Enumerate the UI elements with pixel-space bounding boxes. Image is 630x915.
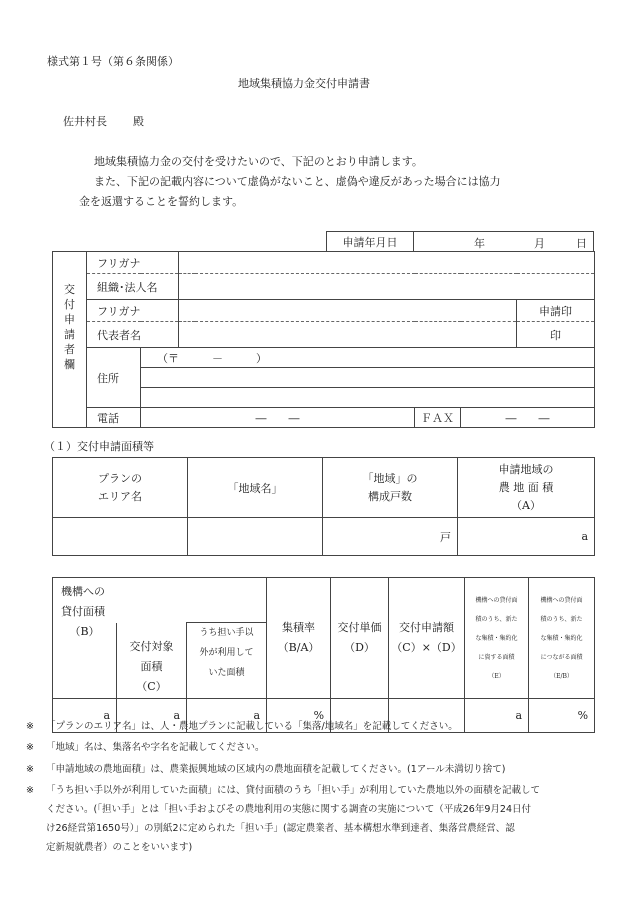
org-name-field[interactable]: [179, 274, 595, 300]
form-number: 様式第１号（第６条関係）: [47, 55, 179, 68]
note-3-text: 「申請地域の農地面積」は、農業振興地域の区域内の農地面積を記載してください。(1アール未満切り捨て): [46, 764, 506, 775]
new-consolidation-ratio-field[interactable]: %: [529, 699, 595, 733]
col-loan-area: [53, 578, 267, 623]
spacer-cell: [117, 623, 187, 637]
col-farmland-l3: （A）: [511, 498, 541, 512]
note-3: [26, 760, 586, 779]
note-1: [26, 717, 586, 736]
representative-label: 代表者名: [87, 322, 179, 348]
fax-label: ＦＡＸ: [415, 408, 461, 428]
side-char: 欄: [64, 358, 75, 371]
date-input[interactable]: [414, 232, 594, 252]
col-plan-area-l1: プランの: [98, 471, 142, 485]
body-line-2: また、下記の記載内容について虚偽がないこと、虚偽や違反があった場合には協力: [94, 175, 501, 188]
note-1-text: 「プランのエリア名」は、人・農地プランに記載している「集落/地域名」を記載してください。: [46, 721, 458, 732]
col9-l1: 機構への貸付面: [540, 596, 583, 604]
body-line-1: 地域集積協力金の交付を受けたいので、下記のとおり申請します。: [94, 155, 423, 168]
target-l2: 面積: [140, 659, 163, 673]
plan-area-field[interactable]: [53, 518, 188, 556]
col-farmland-l1: 申請地域の: [498, 462, 554, 476]
year-label: 年: [474, 237, 485, 250]
representative-field[interactable]: [179, 322, 517, 348]
unit-price-l1: 交付単価: [337, 621, 382, 634]
seal-label: 申請印: [517, 300, 595, 322]
col-target-area: [117, 637, 187, 699]
postal-code-field[interactable]: （〒 － ）: [141, 348, 595, 368]
phone-label: 電話: [87, 408, 141, 428]
target-l3: （C）: [136, 679, 167, 693]
col-households: [323, 458, 458, 518]
col-new-consolidation-area: [465, 578, 529, 699]
application-date-table: [326, 231, 594, 251]
col-non-bearer-area: [187, 627, 267, 699]
farmland-area-field[interactable]: a: [458, 518, 595, 556]
honorific: 殿: [133, 115, 144, 128]
loan-area-l1: 機構への: [61, 585, 105, 598]
furigana-field-2[interactable]: [179, 300, 517, 322]
target-l1: 交付対象: [129, 639, 174, 653]
target-area-field[interactable]: a: [117, 699, 187, 733]
loan-area-b: （B）: [53, 623, 117, 699]
col-unit-price: [331, 578, 389, 699]
note-mark: ※: [26, 721, 34, 732]
address-field-2[interactable]: [141, 388, 595, 408]
col-households-l2: 構成戸数: [368, 489, 412, 503]
col9-l4: につながる面積: [540, 653, 583, 661]
col-new-consolidation-ratio: [529, 578, 595, 699]
day-label: 日: [576, 237, 587, 250]
furigana-field-1[interactable]: [179, 252, 595, 274]
col-plan-area-l2: エリア名: [98, 489, 142, 503]
loan-area-l2: 貸付面積: [61, 605, 105, 618]
col8-l5: （E）: [488, 672, 505, 680]
rate-field[interactable]: %: [267, 699, 331, 733]
phone-field[interactable]: ― ―: [141, 408, 415, 428]
col8-l2: 積のうち、新た: [475, 615, 518, 623]
note-mark: ※: [26, 742, 34, 753]
side-char: 付: [64, 298, 75, 311]
furigana-label-1: フリガナ: [87, 252, 179, 274]
note-4-line-2: ください。(「担い手」とは「担い手およびその農地利用の実態に関する調査の実施について（平成26年9月24日付: [46, 804, 531, 815]
col-region-name: 「地域名」: [188, 458, 323, 518]
note-2-text: 「地域」名は、集落名や字名を記載してください。: [46, 742, 265, 753]
side-char: 申: [64, 313, 75, 326]
loan-area-field[interactable]: a: [53, 699, 117, 733]
note-mark: ※: [26, 785, 34, 796]
org-name-label: 組織･法人名: [87, 274, 179, 300]
seal-box: 印: [517, 322, 595, 348]
col8-l1: 機構への貸付面: [475, 596, 518, 604]
body-line-3: 金を返還することを誓約します。: [79, 195, 244, 208]
applicant-table: [52, 251, 595, 428]
other-l3: いた面積: [208, 667, 245, 678]
address-label: 住所: [87, 348, 141, 408]
col8-l3: な集積・集約化: [475, 634, 518, 642]
amount-l2: （C）×（D）: [391, 641, 462, 654]
col-rate: [267, 578, 331, 699]
region-name-field[interactable]: [188, 518, 323, 556]
side-char: 請: [64, 328, 75, 341]
note-mark: ※: [26, 764, 34, 775]
side-char: 者: [64, 343, 75, 356]
other-l1: うち担い手以: [199, 627, 254, 638]
households-field[interactable]: 戸: [323, 518, 458, 556]
col9-l3: な集積・集約化: [540, 634, 583, 642]
note-4: [26, 781, 586, 857]
addressee: 佐井村長: [63, 115, 107, 128]
note-2: [26, 738, 586, 757]
fax-field[interactable]: ― ―: [461, 408, 595, 428]
area-table: [52, 457, 595, 556]
col-amount: [389, 578, 465, 699]
note-4-line-3: け26経営第1650号）」の別紙2に定められた「担い手」(認定農業者、基本構想水準到達者、集落営農経営、認: [46, 823, 515, 834]
month-label: 月: [534, 237, 545, 250]
date-label: 申請年月日: [327, 232, 414, 252]
unit-price-l2: （D）: [344, 641, 375, 654]
col9-l5: （E/B）: [550, 672, 573, 680]
non-bearer-area-field[interactable]: a: [187, 699, 267, 733]
section1-heading: （１）交付申請面積等: [44, 440, 154, 453]
other-l2: 外が利用して: [199, 647, 254, 658]
col-plan-area: [53, 458, 188, 518]
rate-l2: （B/A）: [277, 641, 320, 654]
address-field-1[interactable]: [141, 368, 595, 388]
col-households-l1: 「地域」の: [362, 471, 418, 485]
new-consolidation-area-field[interactable]: a: [465, 699, 529, 733]
document-title: 地域集積協力金交付申請書: [238, 77, 370, 90]
col8-l4: に資する面積: [478, 653, 515, 661]
col-farmland-l2: 農 地 面 積: [498, 480, 554, 494]
col9-l2: 積のうち、新た: [540, 615, 583, 623]
furigana-label-2: フリガナ: [87, 300, 179, 322]
col-farmland-area: [458, 458, 595, 518]
side-char: 交: [64, 283, 75, 296]
note-4-line-4: 定新規就農者）のことをいいます): [46, 842, 193, 853]
applicant-side-label: [53, 252, 87, 428]
rate-l1: 集積率: [282, 621, 316, 634]
subsidy-table: [52, 577, 595, 733]
note-4-line-1: 「うち担い手以外が利用していた面積」には、貸付面積のうち「担い手」が利用していた農地以外の面積を記載して: [46, 785, 541, 796]
amount-l1: 交付申請額: [399, 621, 455, 634]
